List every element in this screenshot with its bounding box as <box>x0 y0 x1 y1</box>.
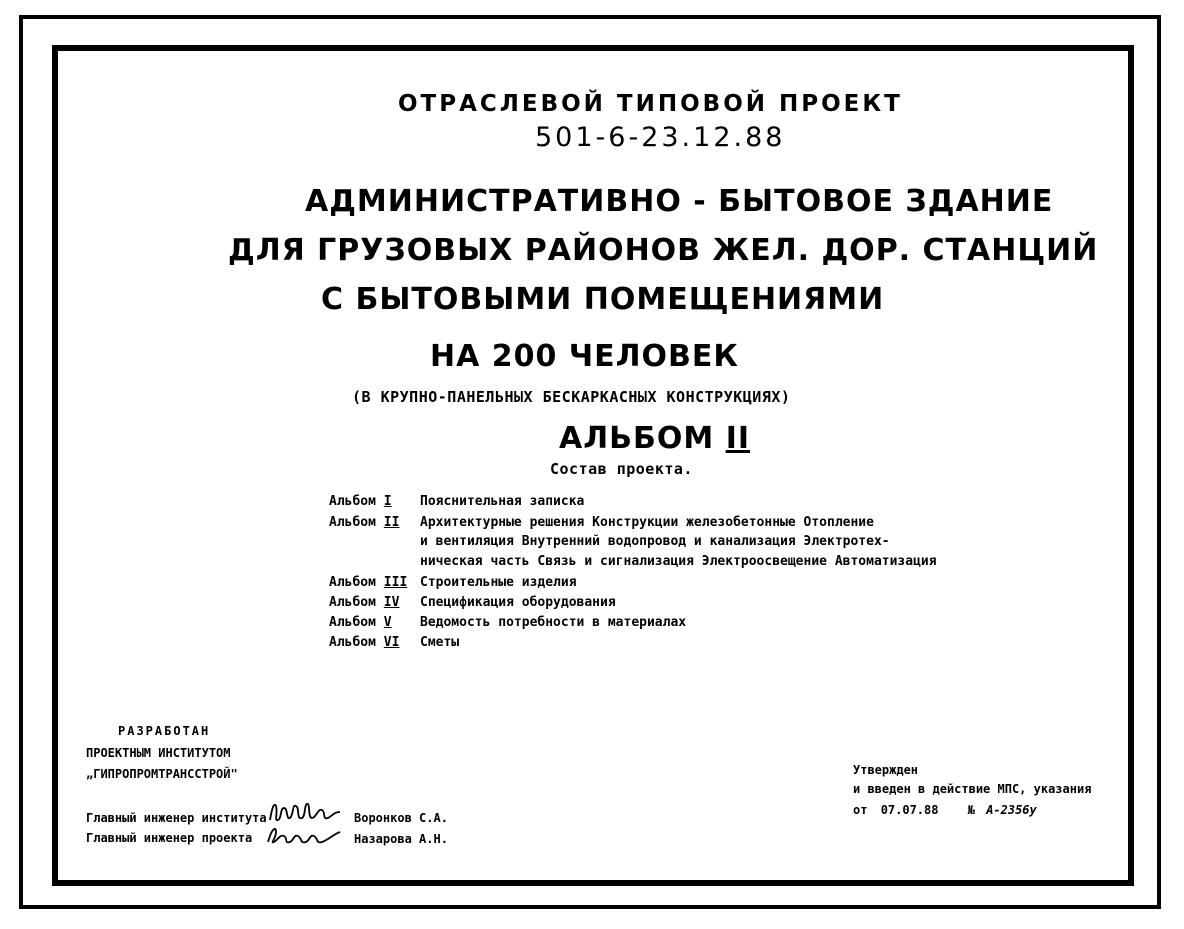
approval-number-prefix: № <box>967 803 975 817</box>
list-item-text: и вентиляция Внутренний водопровод и канализация Электротех- <box>420 534 890 549</box>
developer-line-3: „ГИПРОПРОМТРАНССТРОЙ" <box>86 767 238 781</box>
list-item-text: Сметы <box>420 635 460 650</box>
approval-date-row <box>853 804 1037 816</box>
list-item-text: Архитектурные решения Конструкции железобетонные Отопление <box>420 515 874 530</box>
list-item-text: Спецификация оборудования <box>420 595 616 610</box>
developer-line-2: ПРОЕКТНЫМ ИНСТИТУТОМ <box>86 746 231 760</box>
list-item-text: Пояснительная записка <box>420 494 585 509</box>
list-item: Альбом VI <box>329 635 400 650</box>
title-line-1: АДМИНИСТРАТИВНО - БЫТОВОЕ ЗДАНИЕ <box>305 184 1054 219</box>
approval-number: А-2356у <box>986 803 1037 817</box>
approval-date: 07.07.88 <box>880 803 939 817</box>
developer-heading: РАЗРАБОТАН <box>118 724 211 738</box>
title-line-4: НА 200 ЧЕЛОВЕК <box>430 339 739 374</box>
title-line-3: С БЫТОВЫМИ ПОМЕЩЕНИЯМИ <box>321 282 885 317</box>
approval-line-1: Утвержден <box>853 763 919 777</box>
header-line: ОТРАСЛЕВОЙ ТИПОВОЙ ПРОЕКТ <box>398 91 903 117</box>
album-title <box>559 421 751 456</box>
signature-2 <box>264 822 344 848</box>
album-label: АЛЬБОМ <box>559 421 715 456</box>
list-item: Альбом III <box>329 575 408 590</box>
project-code: 501-6-23.12.88 <box>535 122 786 153</box>
title-line-2: ДЛЯ ГРУЗОВЫХ РАЙОНОВ ЖЕЛ. ДОР. СТАНЦИЙ <box>228 233 1099 268</box>
list-item-text: ническая часть Связь и сигнализация Электроосвещение Автоматизация <box>420 554 937 569</box>
list-item: Альбом II <box>329 515 400 530</box>
signatory-role-2: Главный инженер проекта <box>86 831 253 845</box>
list-item: Альбом V <box>329 615 392 630</box>
signatory-name-2: Назарова А.Н. <box>354 832 448 846</box>
signatory-role-1: Главный инженер института <box>86 811 267 825</box>
approval-line-2: и введен в действие МПС, указания <box>853 782 1092 796</box>
composition-heading: Состав проекта. <box>550 460 693 478</box>
list-item-text: Строительные изделия <box>420 575 577 590</box>
list-item-text: Ведомость потребности в материалах <box>420 615 687 630</box>
approval-date-prefix: от <box>853 803 868 817</box>
list-item: Альбом I <box>329 494 392 509</box>
signatory-name-1: Воронков С.А. <box>354 811 448 825</box>
album-number: II <box>725 421 751 456</box>
list-item: Альбом IV <box>329 595 400 610</box>
construction-note: (В КРУПНО-ПАНЕЛЬНЫХ БЕСКАРКАСНЫХ КОНСТРУКЦИЯХ) <box>352 388 791 406</box>
